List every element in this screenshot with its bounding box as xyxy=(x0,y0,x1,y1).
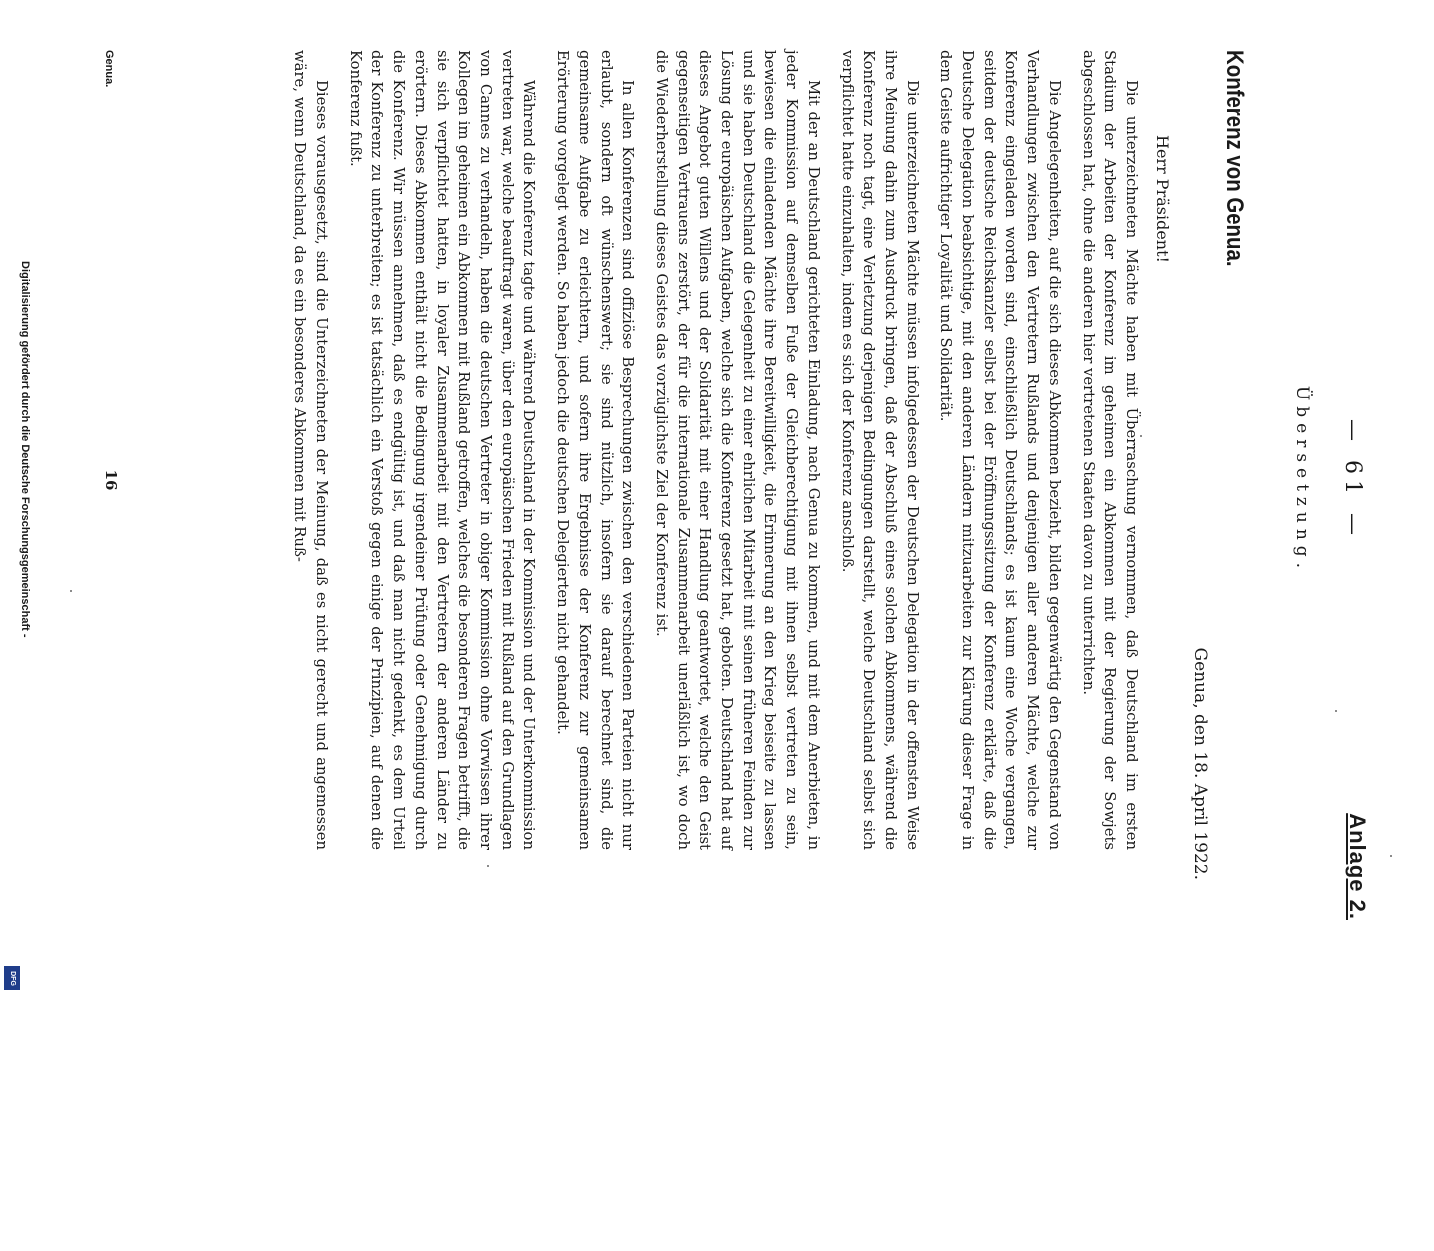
scan-speck xyxy=(487,865,489,867)
rotated-page xyxy=(70,40,1370,920)
digitization-credit xyxy=(0,0,31,1000)
document-title: Konferenz von Genua. xyxy=(1221,50,1248,267)
dfg-logo-icon: DFG xyxy=(4,966,20,990)
section-label: Übersetzung. xyxy=(1292,385,1312,575)
paragraph: Mit der an Deutschland gerichteten Einladung, nach Genua zu kommen, und mit dem Anerbieten, in jeder Kommission auf demselben Fuße der Gleichberechtigung mit ihnen selbst vertreten zu sein, bewiesen die einladenden Mächte ihre Bereitwilligkeit, die Erinnerung an den Krieg beiseite zu lassen und sie haben Deutschland die Gelegenheit zu einer ehrlichen Mitarbeit mit seinen früheren Feinden zur Lösung der europäischen Aufgaben, welche sich die Konferenz gesetzt hat, geboten. Deutschland hat auf dieses Angebot guten Willens und der Solidarität mit einer Handlung geantwortet, welche den Geist gegenseitigen Vertrauens zerstört, der für die internationale Zusammenarbeit unerläßlich ist, wo doch die Wiederherstellung dieses Geistes das vorzüglichste Ziel der Konferenz ist. xyxy=(652,50,822,850)
footer-place: Genua. xyxy=(103,50,115,88)
salutation: Herr Präsident! xyxy=(1153,135,1172,263)
scan-speck xyxy=(1140,435,1142,437)
letter-body xyxy=(277,50,1142,850)
paragraph: Die unterzeichneten Mächte müssen infolgedessen der Deutschen Delegation in der offensten Weise ihre Meinung dahin zum Ausdruck bringen, daß der Abschluß eines solchen Abkommens, während die Konferenz noch tagt, eine Verletzung derjenigen Bedingungen darstellt, welche Deutschland selbst sich verpflichtet hatte einzuhalten, indem es sich der Konferenz anschloß. xyxy=(838,50,921,850)
footer-sheet-number: 16 xyxy=(102,469,120,491)
annex-label: Anlage 2. xyxy=(1345,813,1370,920)
dateline: Genua, den 18. April 1922. xyxy=(1190,647,1210,880)
paragraph: Die Angelegenheiten, auf die sich dieses Abkommen bezieht, bilden gegenwärtig den Gegenstand von Verhandlungen zwischen den Vertretern Rußlands und denjenigen aller anderen Mächte, welche zur Konferenz eingeladen worden sind, einschließlich Deutschlands; es ist kaum eine Woche vergangen, seitdem der deutsche Reichskanzler selbst bei der Eröffnungssitzung der Konferenz erklärte, daß die Deutsche Delegation beabsichtige, mit den anderen Ländern mitzuarbeiten zur Klärung dieser Frage in dem Geiste aufrichtiger Loyalität und Solidarität. xyxy=(937,50,1063,850)
paragraph: In allen Konferenzen sind offiziöse Besprechungen zwischen den verschiedenen Parteien nicht nur erlaubt, sondern oft wünschenswert; sie sind nützlich, insofern sie darauf berechnet sind, die gemeinsame Aufgabe zu erleichtern, und sofern ihre Ergebnisse der Konferenz zur gemeinsamen Erörterung vorgelegt werden. So haben jedoch die deutschen Delegierten nicht gehandelt. xyxy=(554,50,637,850)
scan-speck xyxy=(1335,710,1337,712)
scan-speck xyxy=(1390,855,1392,857)
scan-speck xyxy=(70,590,72,592)
paragraph: Dieses vorausgesetzt, sind die Unterzeichneten der Meinung, daß es nicht gerecht und angemessen wäre, wenn Deutschland, da es ein besonderes Abkommen mit Ruß- xyxy=(291,50,331,850)
paragraph: Während die Konferenz tagte und während Deutschland in der Kommission und der Unterkommission vertreten war, welche beauftragt waren, über den europäischen Frieden mit Rußland auf den Grundlagen von Cannes zu verhandeln, haben die deutschen Vertreter in obiger Kommission ohne Vorwissen ihrer Kollegen im geheimen ein Abkommen mit Rußland getroffen, welches die besonderen Fragen betrifft, die sie sich verpflichtet hatten, in loyaler Zusammenarbeit mit den Vertretern der anderen Länder zu erörtern. Dieses Abkommen enthält nicht die Bedingung irgendeiner Prüfung oder Genehmigung durch die Konferenz. Wir müssen annehmen, daß es endgültig ist, und daß man nicht gedenkt, es dem Urteil der Konferenz zu unterbreiten; es ist tatsächlich ein Verstoß gegen einige der Prinzipien, auf denen die Konferenz fußt. xyxy=(346,50,538,850)
page-number: — 61 — xyxy=(1340,419,1365,541)
credit-text: Digitalisierung gefördert durch die Deutsche Forschungsgemeinschaft - xyxy=(19,261,31,638)
paragraph: Die unterzeichneten Mächte haben mit Überraschung vernommen, daß Deutschland im ersten Stadium der Arbeiten der Konferenz im geheimen ein Abkommen mit der Regierung der Sowjets abgeschlossen hat, ohne die anderen hier vertretenen Staaten davon zu unterrichten. xyxy=(1079,50,1140,850)
